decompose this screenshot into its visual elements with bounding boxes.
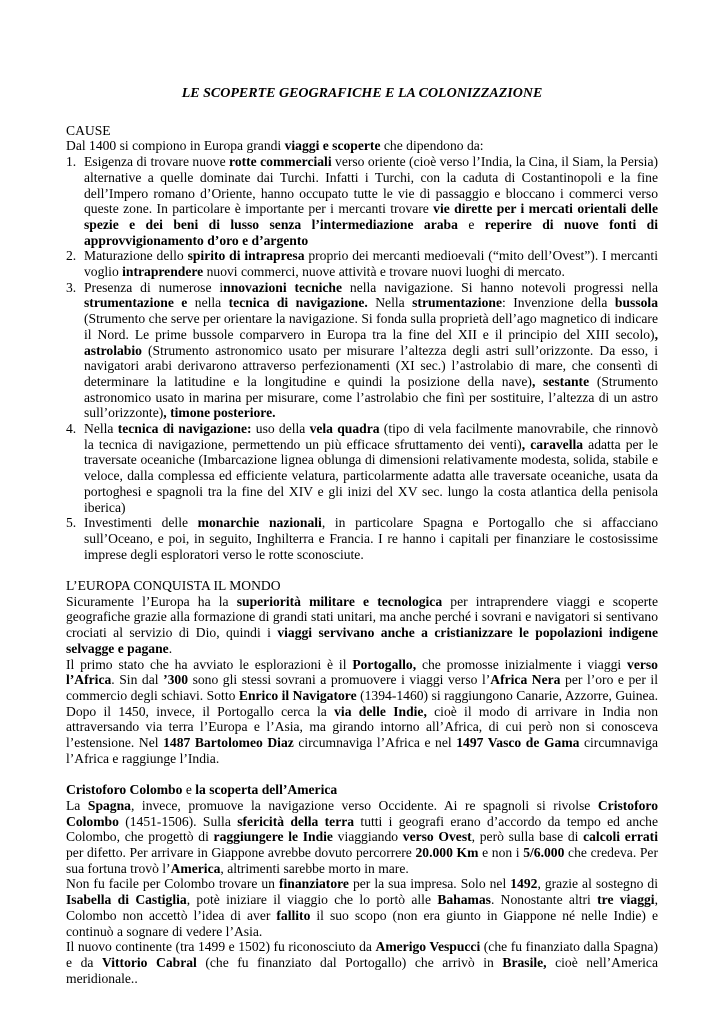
text-run: , potè iniziare il viaggio che lo portò alle [186, 892, 438, 908]
text-run: . Nonostante altri [490, 892, 598, 908]
text-run [355, 594, 363, 609]
bold-text: America [170, 860, 221, 876]
bold-text: la scoperta dell’America [195, 782, 338, 798]
text-run: Non fu facile per Colombo trovare un [66, 876, 279, 892]
bold-text: Cristoforo Colombo [66, 782, 183, 798]
cause-item-2 [66, 248, 658, 279]
text-run: nella navigazione. Si hanno notevoli progressi nella [342, 279, 659, 295]
bold-text: Vittorio Cabral [101, 954, 197, 970]
bold-text: ’300 [163, 672, 189, 688]
list-item-text [84, 515, 658, 561]
text-run: adatta per le traversate oceaniche (Imbarcazione lignea oblunga di dimensioni relativamente modesta, solida, stabile e veloce, dalla complessa ed efficiente velatura, particolarmente adatta alle traversate oceaniche, usata da portoghesi e spagnoli tra la fine del XIV e gli inizi del XV sec. lungo la costa atlantica della penisola iberica) [84, 436, 659, 515]
bold-text: via delle Indie, [334, 703, 427, 719]
text-run: sono gli stessi sovrani a promuovere i viaggi verso l’ [188, 672, 491, 688]
bold-text: vela quadra [309, 421, 380, 437]
text-run: e [457, 216, 485, 232]
bold-text: verso Ovest [402, 829, 472, 845]
text-run: cioè nell’America meridionale.. [66, 954, 658, 986]
bold-text: verso l’Africa [66, 656, 658, 688]
text-run: viaggiando [332, 829, 403, 845]
text-run: Investimenti delle [84, 515, 198, 531]
text-run: , Colombo non accettò l’idea di aver [66, 892, 658, 923]
bold-text: bussola [614, 295, 658, 311]
text-run: Sicuramente l’Europa ha la [66, 593, 237, 609]
text-run: Dal 1400 si compiono in Europa grandi [66, 138, 285, 154]
text-run: (Strumento che serve per orientare la navigazione. Si fonda sulla proprietà dell’ago magnetico di indicare il Nord. Le prime bussole comparvero in Europa tra la fine del XII e il principio del XIII secolo) [84, 311, 658, 342]
text-run: per difetto. Per arrivare in Giappone avrebbe dovuto percorrere [66, 845, 416, 861]
text-run: , grazie al sostegno di [537, 876, 659, 892]
bold-text: 5/6.000 [523, 845, 565, 861]
bold-text: Bahamas [437, 892, 491, 908]
bold-text: 1487 Bartolomeo Diaz [163, 735, 294, 751]
bold-text: , timone posteriore. [163, 405, 276, 421]
text-run: , però sulla base di [471, 829, 584, 845]
text-run: La [66, 797, 88, 813]
cause-item-3 [66, 280, 658, 421]
document-title: LE SCOPERTE GEOGRAFICHE E LA COLONIZZAZIONE [181, 86, 543, 101]
text-run: (Strumento astronomico usato per misurare l’altezza degli astri sull’orizzonte. Da esso, i navigatori arabi derivarono attraverso perfezionamenti (XI sec.) l’astrolabio di mare, che consentì di determinare la latitudine e la longitudine e quindi la posizione della nave) [84, 342, 658, 389]
bold-text: sfericità della terra [237, 813, 355, 829]
bold-text: intraprendere [122, 264, 204, 280]
bold-text: , astrolabio [84, 326, 658, 358]
text-run: nella [187, 295, 229, 311]
text-run: che promosse inizialmente i viaggi [416, 656, 628, 672]
bold-text: superiorità militare [236, 593, 355, 609]
colombo-paragraph-1 [66, 798, 658, 877]
list-item-text [84, 421, 658, 515]
text-run: per l’oro e per il commercio degli schiavi. Sotto [66, 672, 658, 703]
text-run: che credeva. Per sua fortuna trovò l’ [66, 845, 658, 876]
bold-text: Amerigo Vespucci [375, 939, 481, 955]
text-run: Esigenza di trovare nuove [84, 154, 230, 170]
bold-text: viaggi servivano anche a cristianizzare le popolazioni indigene selvagge e pagane [66, 625, 658, 656]
bold-text: strumentazione [412, 295, 502, 311]
text-run: (tipo di vela facilmente manovrabile, che rinnovò la tecnica di navigazione, permettendo un più efficace sfruttamento dei venti) [84, 421, 658, 452]
bold-text: reperire di nuove fonti di approvvigionamento d’oro e d’argento [84, 216, 658, 248]
list-number: 5. [66, 515, 77, 531]
bold-text: rotte commerciali [229, 154, 332, 170]
bold-text: tecnica di navigazione: [117, 421, 252, 437]
text-run: (1451-1506). Sulla [118, 813, 238, 829]
bold-text: Brasile, [502, 954, 547, 970]
text-run: e [182, 782, 196, 798]
cause-item-4 [66, 421, 658, 515]
text-run: (che fu finanziato dalla Spagna) e da [66, 939, 658, 970]
europa-paragraph-1 [66, 594, 658, 657]
section-heading-europa: L’EUROPA CONQUISTA IL MONDO [66, 578, 281, 594]
text-run: nuovi commerci, nuove attività e trovare nuovi luoghi di mercato. [203, 264, 565, 280]
bold-text: 20.000 Km [415, 845, 479, 861]
text-run: circumnaviga l’Africa e raggiunge l’India. [66, 735, 658, 766]
list-number: 3. [66, 279, 77, 295]
bold-text: Cristoforo Colombo [66, 797, 658, 829]
text-run: uso della [251, 421, 310, 437]
text-run: circumnaviga l’Africa e nel [293, 735, 457, 751]
cause-item-1 [66, 154, 658, 248]
bold-text: nnovazioni tecniche [223, 279, 343, 295]
bold-text: Africa Nera [490, 672, 561, 688]
text-run: tutti i geografi erano d’accordo da tempo ed anche Colombo, che progettò di [66, 813, 659, 845]
bold-text: spirito di intrapresa [187, 248, 305, 264]
text-run: per la sua impresa. Solo nel [348, 876, 511, 892]
section-heading-colombo [66, 782, 658, 798]
list-number: 2. [66, 248, 77, 264]
text-run: per intraprendere viaggi e scoperte geografiche grazie alla formazione di grandi stati unitari, ma anche perché i sovrani e navigatori si sentivano crociati al servizio di Dio, quindi i [66, 593, 658, 641]
bold-text: e tecnologica [363, 593, 443, 609]
text-run: (che fu finanziato dal Portogallo) che arrivò in [196, 954, 503, 970]
bold-text: raggiungere le Indie [213, 829, 333, 845]
bold-text: fallito [276, 907, 311, 923]
text-run: . [168, 640, 173, 656]
document-page [66, 86, 658, 986]
text-run: . Sin dal [111, 672, 164, 688]
text-run: : Invenzione della [501, 295, 615, 311]
text-run: proprio dei mercanti medioevali (“mito dell’Ovest”). I mercanti voglio [84, 248, 658, 280]
list-item-text [84, 248, 658, 279]
text-run: , invece, promuove la navigazione verso Occidente. Ai re spagnoli si rivolse [130, 797, 598, 813]
bold-text: Enrico il Navigatore [238, 688, 357, 703]
bold-text: Isabella di Castiglia [66, 892, 187, 908]
text-run: Nella [84, 421, 118, 437]
text-run: (Strumento astronomico usato in marina per misurare, come l’astrolabio che finì per sostituire, l’altezza di un astro sull’orizzonte) [84, 373, 658, 421]
bold-text: , caravella [521, 436, 584, 452]
text-run: Nella [367, 295, 413, 311]
bold-text: Portogallo, [352, 656, 417, 672]
text-run: Il primo stato che ha avviato le esplorazioni è il [66, 656, 353, 672]
text-run: Maturazione dello [84, 248, 188, 264]
section-heading-cause: CAUSE [66, 122, 111, 138]
text-run: Il nuovo continente (tra 1499 e 1502) fu riconosciuto da [66, 939, 376, 955]
bold-text: tecnica di navigazione. [228, 295, 368, 311]
colombo-paragraph-3 [66, 939, 658, 986]
bold-text: Spagna [87, 797, 131, 813]
bold-text: finanziatore [278, 876, 349, 892]
bold-text: monarchie nazionali [197, 515, 322, 531]
cause-list [66, 154, 658, 562]
text-run: il suo scopo (non era giunto in Giappone né nelle Indie) e continuò a sognare di vedere l’Asia. [66, 907, 658, 939]
bold-text: 1492 [510, 876, 538, 892]
bold-text: calcoli errati [583, 829, 658, 845]
text-run: (1394-1460) si raggiungono Canarie, Azzorre, Guinea. Dopo il 1450, invece, il Portogallo cerca la [66, 688, 659, 719]
text-run: , in particolare Spagna e Portogallo che si affacciano sull’Oceano, e poi, in seguito, Inghilterra e Francia. I re hanno i capitali per finanziare le costosissime imprese degli esploratori verso le rotte sconosciute. [84, 515, 658, 562]
text-run: , altrimenti sarebbe morto in mare. [220, 860, 409, 876]
text-run: che dipendono da: [380, 138, 484, 154]
bold-text: 1497 Vasco de Gama [456, 735, 580, 751]
bold-text: viaggi e scoperte [284, 138, 381, 154]
cause-intro [66, 138, 658, 154]
list-number: 1. [66, 154, 77, 170]
cause-item-5 [66, 515, 658, 562]
colombo-paragraph-2 [66, 876, 658, 939]
text-run: e non i [478, 845, 524, 861]
text-run: cioè il modo di arrivare in India non attraversando via terra l’Europa e l’Asia, ma girando intorno all’Africa, di cui però non si conosceva l’estensione. Nel [66, 703, 658, 751]
list-number: 4. [66, 421, 77, 437]
list-item-text [84, 154, 658, 248]
bold-text: vie dirette per i mercati orientali delle spezie e dei beni di lusso senza l’intermediazione araba [84, 201, 658, 232]
text-run: verso oriente (cioè verso l’India, la Cina, il Siam, la Persia) alternative a quelle dominate dai Turchi. Infatti i Turchi, con la caduta di Costantinopoli e la fine dell’Impero romano d’Oriente, hanno occupato tutte le vie di passaggio e bloccano i commerci verso queste zone. In particolare è importante per i mercanti trovare [84, 154, 659, 217]
text-run: Presenza di numerose i [84, 279, 224, 295]
bold-text: , sestante [531, 373, 590, 389]
bold-text: strumentazione e [84, 295, 188, 311]
bold-text: tre viaggi [597, 892, 655, 908]
list-item-text [84, 280, 658, 421]
europa-paragraph-2 [66, 657, 658, 767]
